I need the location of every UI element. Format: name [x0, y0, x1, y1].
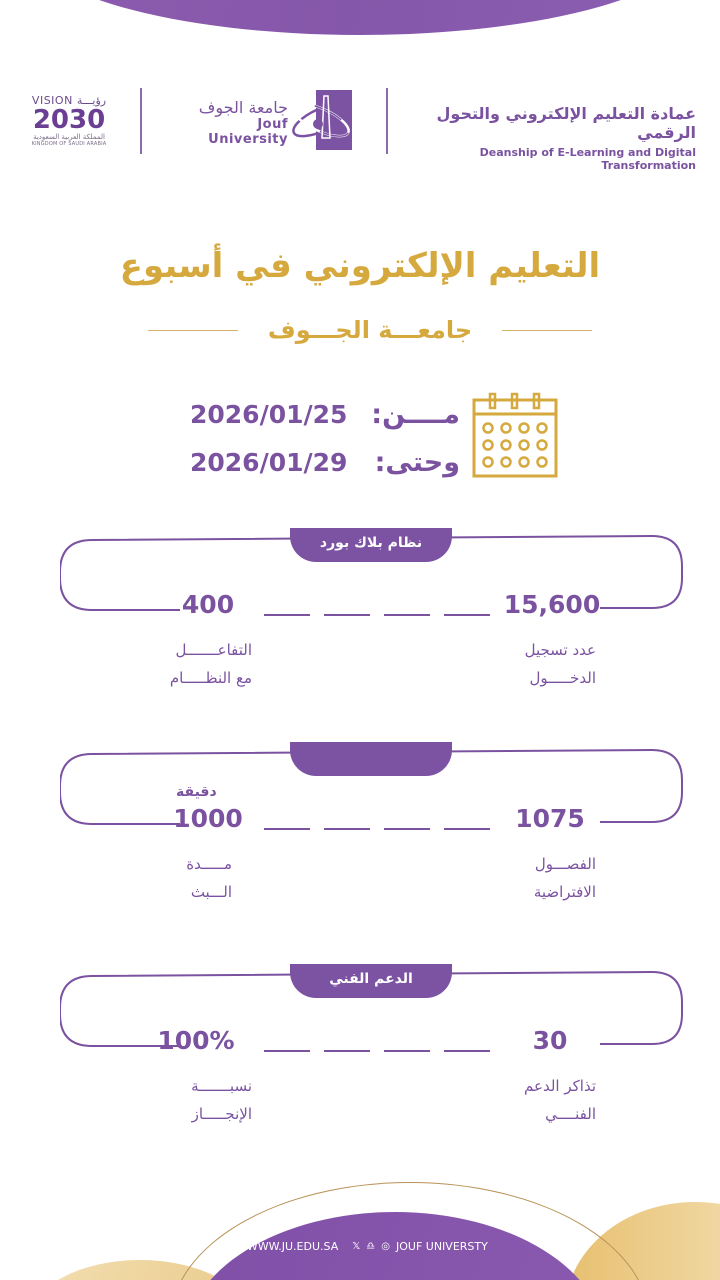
stat-virtual-classes-label: الفصـــول الافتراضية: [533, 855, 596, 901]
dashed-connector: [264, 614, 490, 618]
vision-word-ar: رؤيـــة: [76, 94, 107, 107]
university-name-en: Jouf University: [208, 117, 288, 147]
stat-virtual-classes-value: 1075: [515, 804, 585, 833]
deanship-logo-text: [396, 104, 696, 172]
vision-year: 2030: [32, 105, 106, 135]
instagram-icon[interactable]: ◎: [381, 1241, 390, 1252]
stat-interaction-label: التفاعـــــــل مع النظـــــام: [169, 641, 252, 687]
page-title: التعليم الإلكتروني في أسبوع: [119, 246, 601, 286]
jouf-university-logo-text: [178, 98, 288, 147]
subtitle-line-left: [148, 330, 238, 331]
subtitle: جامعـــة الجـــوف: [267, 316, 473, 344]
header-divider: [140, 88, 142, 154]
x-icon[interactable]: 𝕏: [352, 1241, 361, 1252]
vision-word-en: VISION: [31, 94, 73, 107]
stat-completion-label: نسبـــــــة الإنجـــــاز: [191, 1077, 252, 1123]
header-divider: [386, 88, 388, 154]
website-link[interactable]: WWW.JU.EDU.SA: [246, 1240, 339, 1253]
date-to-label: وحتى:: [374, 446, 460, 478]
footer: [0, 1160, 720, 1280]
card-tab-label: نظام بلاك بورد: [290, 528, 452, 562]
stat-card-tech-support: [60, 968, 684, 1123]
dashed-connector: [264, 1050, 490, 1054]
stat-logins-value: 15,600: [503, 590, 601, 619]
vision-country-ar: المملكة العربية السعودية: [33, 133, 105, 141]
stat-card-virtual-classes: [60, 746, 684, 901]
university-name-ar: جامعة الجوف: [198, 98, 288, 117]
vision-2030-logo: [24, 94, 114, 147]
subtitle-row: [148, 312, 592, 348]
stat-card-blackboard: [60, 532, 684, 687]
deanship-name-en: Deanship of E-Learning and Digital Transformation: [479, 146, 696, 172]
date-from-label: مــــن:: [371, 398, 460, 430]
subtitle-line-right: [502, 330, 592, 331]
date-to-value: 2026/01/29: [190, 447, 348, 477]
card-tab-label: الدعم الفني: [290, 964, 452, 998]
stat-interaction-value: 400: [181, 590, 235, 619]
stat-broadcast-value: 1000: [173, 804, 243, 833]
calendar-icon: [472, 392, 558, 478]
date-range: [190, 392, 570, 482]
footer-contact: [0, 1240, 720, 1253]
date-from-value: 2026/01/25: [190, 399, 348, 429]
globe-icon: ◍: [232, 1241, 241, 1252]
stat-tickets-value: 30: [532, 1026, 568, 1055]
card-tab-label: [290, 742, 452, 776]
stat-broadcast-label: مـــــدة الـــبث: [186, 855, 232, 901]
top-decorative-arc: [20, 0, 700, 35]
header: [0, 88, 720, 172]
stat-completion-value: 100%: [157, 1026, 235, 1055]
stat-logins-label: عدد تسجيل الدخـــــول: [524, 641, 596, 687]
dashed-connector: [264, 828, 490, 832]
vision-country-en: KINGDOM OF SAUDI ARABIA: [31, 141, 107, 147]
stat-broadcast-unit: دقيقة: [176, 784, 217, 800]
date-to-row: [190, 442, 460, 482]
deanship-name-ar: عمادة التعليم الإلكتروني والتحول الرقمي: [436, 104, 696, 142]
snapchat-icon[interactable]: ♎: [366, 1241, 376, 1252]
social-handle[interactable]: JOUF UNIVERSTY: [396, 1240, 488, 1253]
date-from-row: [190, 394, 460, 434]
atom-logo-icon: [288, 88, 354, 152]
stat-tickets-label: تذاكر الدعم الفنــــي: [524, 1077, 596, 1123]
